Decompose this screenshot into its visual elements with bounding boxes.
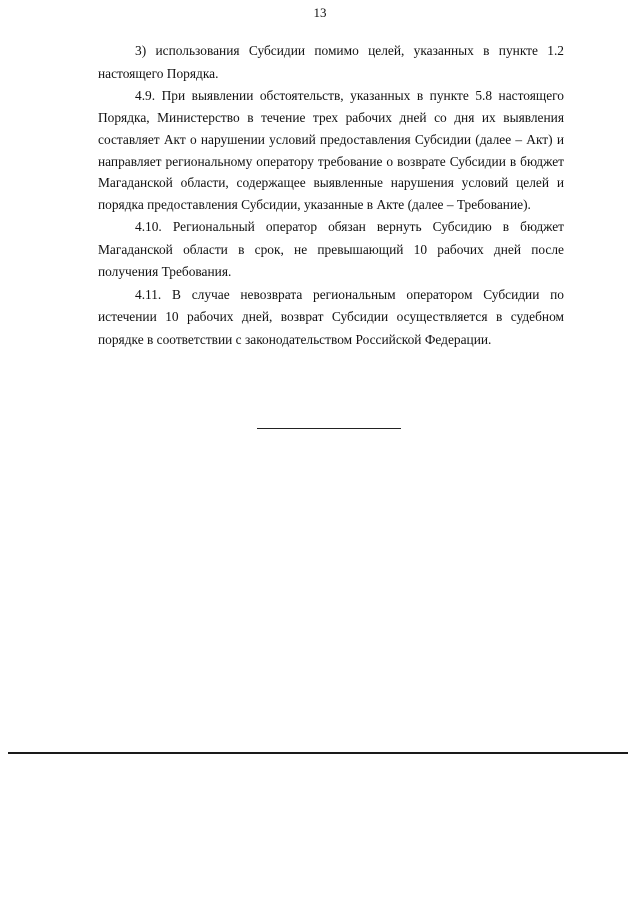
paragraph-4-11: 4.11. В случае невозврата региональным оператором Субсидии по истечении 10 рабочих дней, возврат Субсидии осуществляется в судебном порядке в соответствии с законодательством Российской Федерации. xyxy=(98,286,564,347)
page-number: 13 xyxy=(313,5,327,20)
paragraph-4-10: 4.10. Региональный оператор обязан вернуть Субсидию в бюджет Магаданской области в срок, не превышающий 10 рабочих дней после получения Требования. xyxy=(98,218,564,280)
page-bottom-rule xyxy=(8,752,628,754)
paragraph-item-3: 3) использования Субсидии помимо целей, указанных в пункте 1.2 настоящего Порядка. xyxy=(98,43,564,81)
paragraph-4-9: 4.9. При выявлении обстоятельств, указанных в пункте 5.8 настоящего Порядка, Министерство в течение трех рабочих дней со дня их выявления составляет Акт о нарушении условий предоставления Субсидии (далее – Акт) и направляет региональному оператору требование о возврате Субсидии в бюджет Магаданской области, содержащее выявленные нарушения условий целей и порядка предоставления Субсидии, указанные в Акте (далее – Требование). xyxy=(98,88,564,213)
document-body xyxy=(98,40,564,352)
section-end-divider xyxy=(257,428,401,429)
